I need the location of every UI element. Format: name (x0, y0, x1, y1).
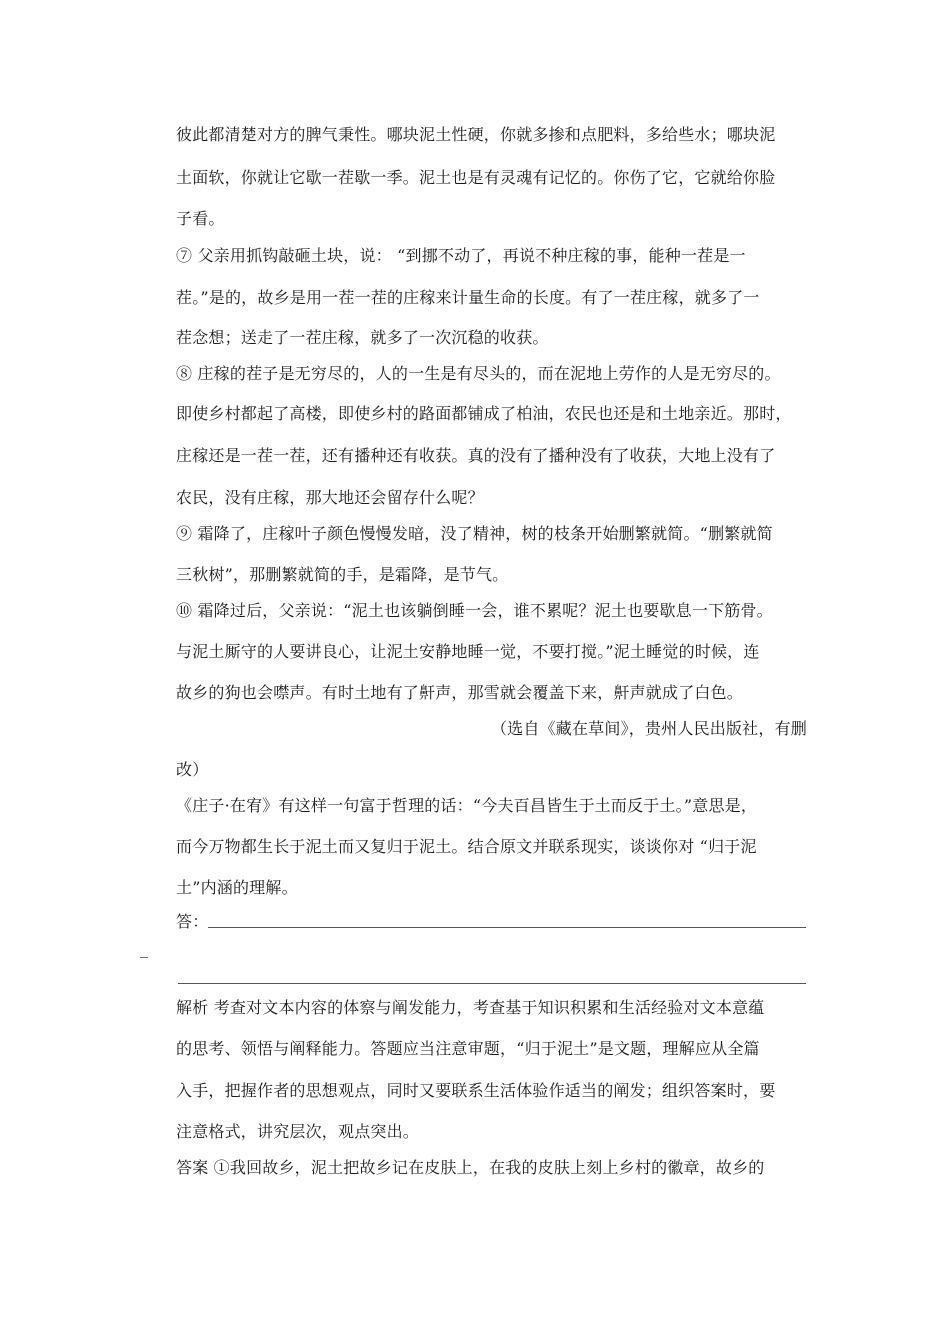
text-line: 三秋树”，那删繁就简的手，是霜降，是节气。 (176, 565, 509, 584)
text-line: ⑧ 庄稼的茬子是无穷尽的，人的一生是有尽头的，而在泥地上劳作的人是无穷尽的。 (176, 364, 781, 383)
text-line: 与泥土厮守的人要讲良心，让泥土安静地睡一觉，不要打搅。”泥土睡觉的时候，连 (176, 642, 760, 661)
text-line: ⑨ 霜降了，庄稼叶子颜色慢慢发暗，没了精神，树的枝条开始删繁就简。“删繁就简 (176, 524, 773, 543)
text-line: 子看。 (176, 209, 225, 228)
answer-blank-line[interactable] (178, 983, 806, 984)
text-line: 土面软，你就让它歇一茬歇一季。泥土也是有灵魂有记忆的。你伤了它，它就给你脸 (176, 168, 776, 187)
question-line: 《庄子·在宥》有这样一句富于哲理的话：“今夫百昌皆生于土而反于土。”意思是， (176, 796, 758, 815)
analysis-line: 解析 考查对文本内容的体察与阐发能力，考查基于知识积累和生活经验对文本意蕴 (176, 998, 765, 1017)
text-line: 庄稼还是一茬一茬，还有播种还有收获。真的没有了播种没有了收获，大地上没有了 (176, 446, 776, 465)
text-line: ⑩ 霜降过后，父亲说：“泥土也该躺倒睡一会，谁不累呢？泥土也要歇息一下筋骨。 (176, 601, 773, 620)
text-line: ⑦ 父亲用抓钩敲砸土块，说： “到挪不动了，再说不种庄稼的事，能种一茬是一 (176, 246, 746, 265)
text-line: 茬。”是的，故乡是用一茬一茬的庄稼来计量生命的长度。有了一茬庄稼，就多了一 (176, 288, 760, 307)
answer-prompt: 答： (176, 912, 209, 931)
analysis-line: 入手，把握作者的思想观点，同时又要联系生活体验作适当的阐发；组织答案时，要 (176, 1081, 776, 1100)
source-citation-cont: 改） (176, 760, 209, 779)
text-line: 故乡的狗也会噤声。有时土地有了鼾声，那雪就会覆盖下来，鼾声就成了白色。 (176, 683, 744, 702)
question-line: 土”内涵的理解。 (176, 878, 298, 897)
answer-line: 答案 ①我回故乡，泥土把故乡记在皮肤上，在我的皮肤上刻上乡村的徽章，故乡的 (176, 1158, 765, 1177)
analysis-line: 注意格式，讲究层次，观点突出。 (176, 1122, 420, 1141)
text-line: 农民，没有庄稼，那大地还会留存什么呢？ (176, 488, 484, 507)
source-citation: （选自《藏在草间》，贵州人民出版社，有删 (490, 719, 807, 738)
answer-blank-line[interactable] (208, 927, 806, 928)
text-line: 茬念想；送走了一茬庄稼，就多了一次沉稳的收获。 (176, 328, 549, 347)
question-line: 而今万物都生长于泥土而又复归于泥土。结合原文并联系现实，谈谈你对 “归于泥 (176, 837, 757, 856)
text-line: 彼此都清楚对方的脾气秉性。哪块泥土性硬，你就多掺和点肥料，多给些水；哪块泥 (176, 125, 776, 144)
analysis-line: 的思考、领悟与阐释能力。答题应当注意审题，“归于泥土”是文题，理解应从全篇 (176, 1039, 760, 1058)
text-line: 即使乡村都起了高楼，即使乡村的路面都铺成了柏油，农民也还是和土地亲近。那时， (176, 404, 792, 423)
margin-dash (140, 957, 148, 958)
